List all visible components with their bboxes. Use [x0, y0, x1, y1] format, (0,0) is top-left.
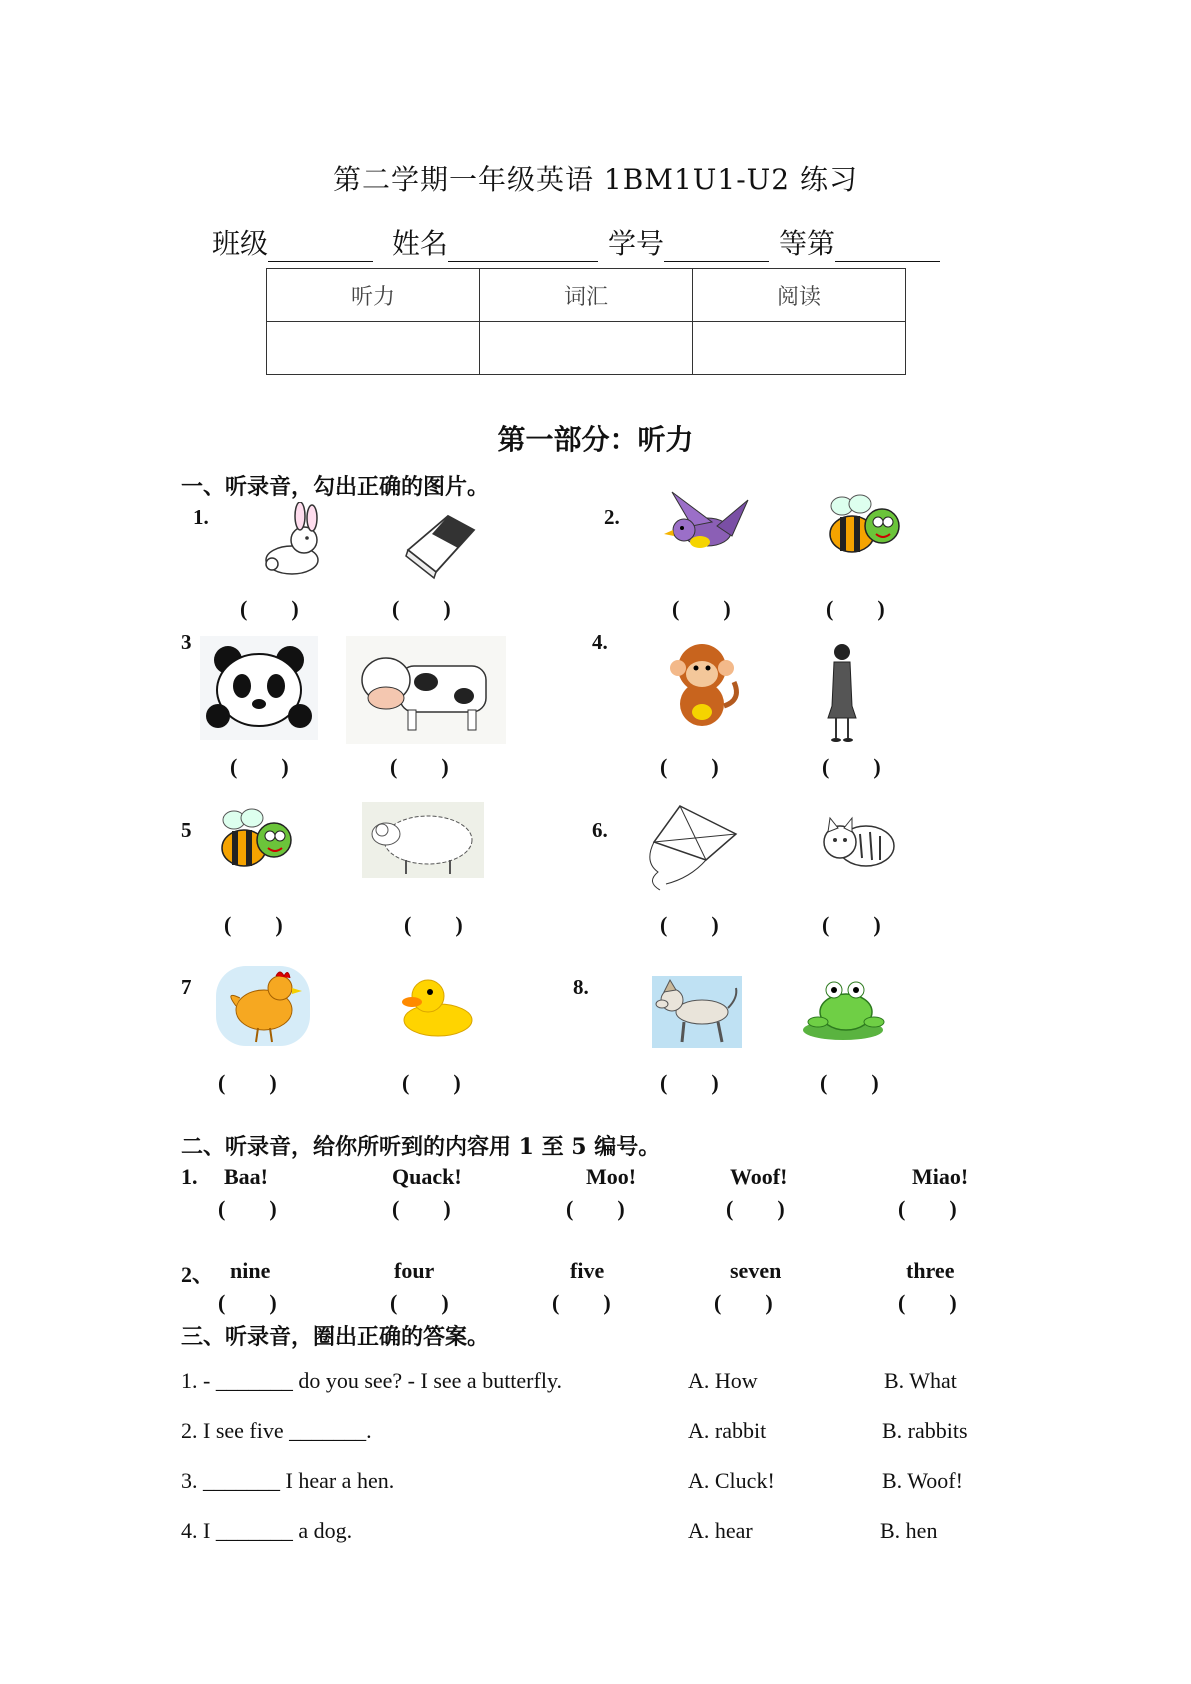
question-text: 3. _______ I hear a hen.	[181, 1468, 395, 1493]
row-number: 2、	[181, 1262, 215, 1287]
answer-paren[interactable]: ( )	[898, 1290, 957, 1315]
option-a[interactable]: A. How	[688, 1368, 758, 1393]
name-label: 姓名	[391, 227, 448, 260]
answer-paren[interactable]: ( )	[224, 912, 283, 937]
answer-paren[interactable]: ( )	[218, 1196, 277, 1221]
row-number: 1.	[181, 1164, 198, 1189]
number-word: five	[570, 1258, 605, 1283]
grade-label: 等第	[778, 227, 835, 260]
score-table	[266, 268, 906, 375]
frog-icon[interactable]	[800, 972, 886, 1042]
bee-icon[interactable]	[218, 806, 296, 876]
number-label: 学号	[607, 227, 664, 260]
answer-paren[interactable]: ( )	[390, 754, 449, 779]
duck-icon[interactable]	[396, 972, 476, 1040]
answer-paren[interactable]: ( )	[404, 912, 463, 937]
number-field[interactable]	[664, 233, 769, 262]
score-header-reading: 阅读	[693, 269, 906, 322]
option-b[interactable]: B. What	[884, 1368, 957, 1393]
page-title: 第二学期一年级英语 1BM1U1-U2 练习	[333, 163, 858, 196]
answer-paren[interactable]: ( )	[218, 1070, 277, 1095]
rabbit-icon[interactable]	[252, 502, 332, 582]
section1-title: 一、听录音，勾出正确的图片。	[181, 474, 490, 500]
bird-icon[interactable]	[662, 486, 752, 562]
section3-title: 三、听录音，圈出正确的答案。	[181, 1324, 490, 1350]
cat-icon[interactable]	[814, 808, 898, 874]
sound-word: Miao!	[912, 1164, 969, 1189]
woman-icon[interactable]	[822, 642, 862, 746]
answer-paren[interactable]: ( )	[660, 1070, 719, 1095]
score-cell-listening[interactable]	[267, 322, 480, 375]
question-text: 2. I see five _______.	[181, 1418, 372, 1443]
cow-icon[interactable]	[346, 636, 506, 744]
question-text: 4. I _______ a dog.	[181, 1518, 353, 1543]
sound-word: Quack!	[392, 1164, 462, 1189]
item-number: 7	[181, 975, 192, 999]
answer-paren[interactable]: ( )	[726, 1196, 785, 1221]
item-number: 4.	[592, 630, 608, 654]
student-info-line	[212, 222, 950, 262]
sound-word: Moo!	[586, 1164, 637, 1189]
answer-paren[interactable]: ( )	[660, 912, 719, 937]
answer-paren[interactable]: ( )	[826, 596, 885, 621]
monkey-icon[interactable]	[664, 636, 744, 730]
answer-paren[interactable]: ( )	[552, 1290, 611, 1315]
number-word: nine	[230, 1258, 271, 1283]
score-header-listening: 听力	[267, 269, 480, 322]
option-a[interactable]: A. Cluck!	[688, 1468, 775, 1493]
answer-paren[interactable]: ( )	[240, 596, 299, 621]
number-word: four	[394, 1258, 435, 1283]
answer-paren[interactable]: ( )	[392, 596, 451, 621]
answer-paren[interactable]: ( )	[230, 754, 289, 779]
sound-word: Woof!	[730, 1164, 788, 1189]
name-field[interactable]	[448, 233, 598, 262]
kite-icon[interactable]	[640, 802, 746, 896]
section2-title: 二、听录音，给你所听到的内容用 1 至 5 编号。	[181, 1134, 661, 1160]
item-number: 3	[181, 630, 192, 654]
option-b[interactable]: B. rabbits	[882, 1418, 968, 1443]
eraser-icon[interactable]	[398, 510, 478, 582]
option-a[interactable]: A. rabbit	[688, 1418, 767, 1443]
answer-paren[interactable]: ( )	[566, 1196, 625, 1221]
answer-paren[interactable]: ( )	[898, 1196, 957, 1221]
answer-paren[interactable]: ( )	[714, 1290, 773, 1315]
sheep-icon[interactable]	[362, 802, 484, 878]
option-b[interactable]: B. Woof!	[882, 1468, 963, 1493]
item-number: 2.	[604, 505, 620, 529]
item-number: 5	[181, 818, 192, 842]
sound-word: Baa!	[224, 1164, 268, 1189]
item-number: 8.	[573, 975, 589, 999]
answer-paren[interactable]: ( )	[822, 754, 881, 779]
answer-paren[interactable]: ( )	[822, 912, 881, 937]
answer-paren[interactable]: ( )	[218, 1290, 277, 1315]
panda-icon[interactable]	[200, 636, 318, 740]
answer-paren[interactable]: ( )	[392, 1196, 451, 1221]
answer-paren[interactable]: ( )	[390, 1290, 449, 1315]
answer-paren[interactable]: ( )	[402, 1070, 461, 1095]
part1-title: 第一部分：听力	[497, 423, 694, 456]
class-label: 班级	[212, 227, 269, 260]
option-b[interactable]: B. hen	[880, 1518, 938, 1543]
dog-icon[interactable]	[652, 976, 742, 1048]
question-text: 1. - _______ do you see? - I see a butterfly.	[181, 1368, 563, 1393]
bee-icon[interactable]	[826, 492, 904, 562]
hen-icon[interactable]	[214, 960, 312, 1050]
grade-field[interactable]	[835, 233, 940, 262]
answer-paren[interactable]: ( )	[660, 754, 719, 779]
answer-paren[interactable]: ( )	[820, 1070, 879, 1095]
class-field[interactable]	[268, 233, 373, 262]
score-cell-reading[interactable]	[693, 322, 906, 375]
number-word: seven	[730, 1258, 782, 1283]
item-number: 6.	[592, 818, 608, 842]
option-a[interactable]: A. hear	[688, 1518, 753, 1543]
score-cell-vocabulary[interactable]	[480, 322, 693, 375]
number-word: three	[906, 1258, 955, 1283]
item-number: 1.	[193, 505, 209, 529]
answer-paren[interactable]: ( )	[672, 596, 731, 621]
score-header-vocabulary: 词汇	[480, 269, 693, 322]
